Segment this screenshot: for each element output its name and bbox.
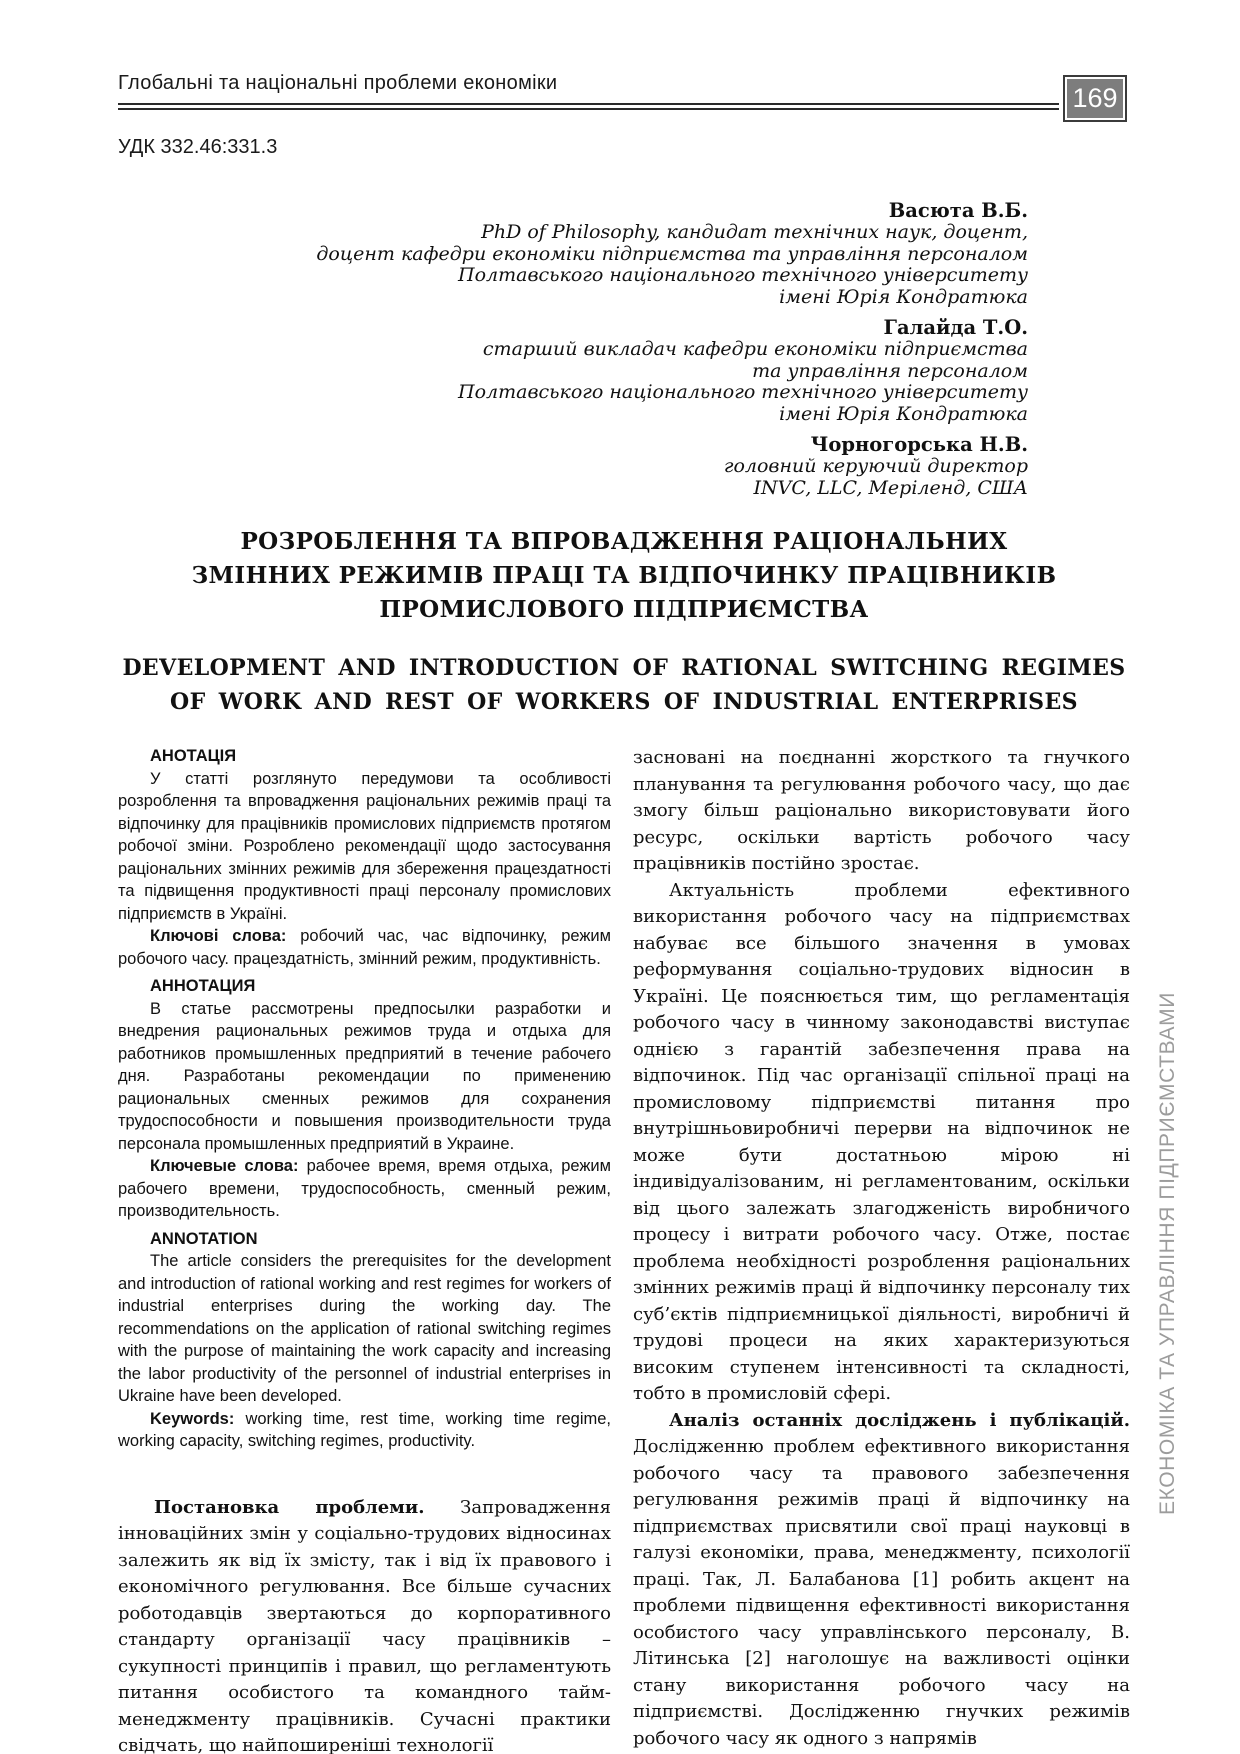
paragraph-continuation: засновані на поєднанні жорсткого та гнучкого планування та регулювання робочого часу, що дає змогу більш раціонально використовувати його ресурс, оскільки вартість робочого часу працівників постійно зростає. <box>633 747 1130 874</box>
two-column-body <box>118 745 1130 1754</box>
abstract-text-en: The article considers the prerequisites for the development and introduction of rational working and rest regimes for workers of industrial enterprises during the working day. The recommendations on the application of rational switching regimes with the purpose of maintaining the work capacity and increasing the labor productivity of the personnel of industrial enterprises in Ukraine have been developed. <box>118 1252 611 1405</box>
paragraph-literature-review <box>633 1408 1130 1753</box>
header-divider <box>118 103 1059 110</box>
left-column <box>118 745 611 1754</box>
article-title-en-line: OF WORK AND REST OF WORKERS OF INDUSTRIAL ENTERPRISES <box>170 689 1078 715</box>
right-column <box>633 745 1130 1754</box>
article-title-en-line: DEVELOPMENT AND INTRODUCTION OF RATIONAL SWITCHING REGIMES <box>122 655 1126 681</box>
article-title-uk <box>118 525 1130 627</box>
keywords-list-uk: робочий час, час відпочинку, режим робочого часу. працездатність, змінний режим, продуктивність. <box>118 927 611 968</box>
keywords-list-ru: рабочее время, время отдыха, режим рабочего времени, трудоспособность, сменный режим, производительность. <box>118 1157 611 1220</box>
keywords-ru <box>118 1155 611 1223</box>
paragraph-text: Дослідженню проблем ефективного використання робочого часу та правового забезпечення регулювання режимів праці й відпочинку на підприємствах присвятили свої праці науковці в галузі економіки, права, менеджменту, психології праці. Так, Л. Балабанова [1] робить акцент на проблеми підвищення ефективності використання особистого часу управлінського персоналу, В. Літинська [2] наголошує на важливості оцінки стану використання робочого часу на підприємстві. Дослідженню гнучких режимів робочого часу як одного з напрямів <box>633 1436 1130 1749</box>
keywords-uk <box>118 925 611 970</box>
author-affiliation-line: головний керуючий директор <box>723 455 1028 477</box>
keywords-label-ru: Ключевые слова: <box>150 1157 299 1175</box>
author-affiliation-line: PhD of Philosophy, кандидат технічних наук, доцент, <box>481 221 1028 243</box>
author-affiliation-line: імені Юрія Кондратюка <box>779 285 1028 308</box>
abstract-text-ru: В статье рассмотрены предпосылки разработки и внедрения рациональных режимов труда и отдыха для работников промышленных предприятий в течение рабочего дня. Разработаны рекомендации по применению рациональных сменных режимов для сохранения трудоспособности и повышения производительности труда персонала промышленных предприятий в Украине. <box>118 999 611 1153</box>
author-affiliation-line: INVC, LLC, Меріленд, США <box>753 476 1028 499</box>
author-affiliation-line: старший викладач кафедри економіки підприємства <box>482 338 1028 360</box>
udc-code: УДК 332.46:331.3 <box>118 136 278 158</box>
journal-running-title: Глобальні та національні проблеми економіки <box>118 72 558 94</box>
author-affiliation-line: доцент кафедри економіки підприємства та управління персоналом <box>316 242 1028 265</box>
author-affiliation-line: та управління персоналом <box>752 359 1028 382</box>
article-content <box>118 180 1130 1754</box>
article-title-uk-line: ПРОМИСЛОВОГО ПІДПРИЄМСТВА <box>379 596 869 623</box>
abstract-heading-en: ANNOTATION <box>150 1229 258 1248</box>
author-name: Васюта В.Б. <box>888 199 1028 222</box>
article-title-uk-line: РОЗРОБЛЕННЯ ТА ВПРОВАДЖЕННЯ РАЦІОНАЛЬНИХ <box>240 528 1008 555</box>
page-number-badge <box>1063 75 1127 122</box>
keywords-list-en: working time, rest time, working time regime, working capacity, switching regimes, productivity. <box>118 1409 611 1450</box>
keywords-en <box>118 1408 611 1453</box>
article-title-uk-line: ЗМІННИХ РЕЖИМІВ ПРАЦІ ТА ВІДПОЧИНКУ ПРАЦІВНИКІВ <box>191 562 1057 589</box>
abstract-heading-ru: АННОТАЦИЯ <box>150 977 256 995</box>
paragraph-problem-statement <box>118 1495 611 1754</box>
author-block <box>118 434 1028 499</box>
section-vertical-label: ЕКОНОМІКА ТА УПРАВЛІННЯ ПІДПРИЄМСТВАМИ <box>1156 992 1179 1515</box>
keywords-label-en: Keywords: <box>150 1409 235 1428</box>
paragraph-text: Запровадження інноваційних змін у соціально-трудових відносинах залежить як від їх змісту, так і від їх правового і економічного регулювання. Все більше сучасних роботодавців звертаються до корпоративного стандарту організації часу працівників – сукупності принципів і правил, що регламентують питання особистого та командного тайм-менеджменту працівників. Сучасні практики свідчать, що найпоширеніші технології <box>118 1496 611 1754</box>
author-affiliation-line: Полтавського національного технічного університету <box>458 264 1028 286</box>
author-block <box>118 317 1028 425</box>
paragraph-relevance: Актуальність проблеми ефективного використання робочого часу на підприємствах набуває все більшого значення в умовах реформування соціально-трудових відносин в Україні. Це пояснюється тим, що регламентація робочого часу в чинному законодавстві виступає однією з гарантій забезпечення права на відпочинок. Під час організації спільної праці на промисловому підприємстві питання про внутрішньовиробничі перерви на відпочинок не може бути достатньою мірою ні індивідуалізованим, ні регламентованим, оскільки від цього залежать злагодженість виробничого процесу і витрати робочого часу. Отже, постає проблема необхідності розроблення раціональних змінних режимів праці й відпочинку персоналу тих суб’єктів підприємницької діяльності, виробничі й трудові процеси на яких характеризуються високим ступенем інтенсивності та складності, тобто в промисловій сфері. <box>633 879 1130 1404</box>
abstract-heading-uk: АНОТАЦІЯ <box>150 747 237 765</box>
author-affiliation-line: Полтавського національного технічного університету <box>458 381 1028 403</box>
paragraph-lead-label: Аналіз останніх досліджень і публікацій. <box>669 1409 1130 1431</box>
author-name: Галайда Т.О. <box>883 316 1028 339</box>
author-block <box>118 200 1028 308</box>
author-affiliation-line: імені Юрія Кондратюка <box>779 402 1028 425</box>
page-number: 169 <box>1072 83 1118 113</box>
authors-block <box>118 200 1130 499</box>
article-title-en <box>118 651 1130 719</box>
abstract-text-uk: У статті розглянуто передумови та особливості розроблення та впровадження раціональних режимів праці та відпочинку для працівників промислових підприємств протягом робочої зміни. Розроблено рекомендації щодо застосування раціональних змінних режимів для збереження працездатності та підвищення продуктивності праці персоналу промислових підприємств в Україні. <box>118 769 611 923</box>
author-name: Чорногорська Н.В. <box>810 433 1028 456</box>
keywords-label-uk: Ключові слова: <box>150 927 287 945</box>
paragraph-lead-label: Постановка проблеми. <box>154 1496 425 1518</box>
